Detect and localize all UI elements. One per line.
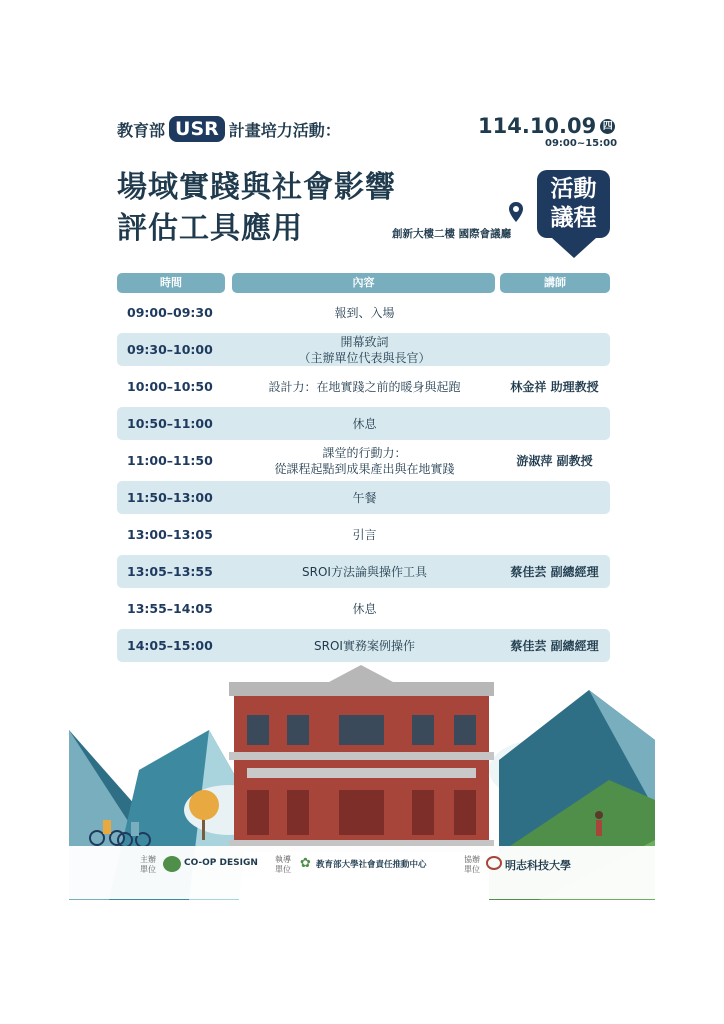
row-time: 11:00–11:50 — [127, 453, 213, 468]
row-speaker — [502, 407, 607, 440]
row-content — [232, 481, 497, 514]
column-header-time: 時間 — [117, 273, 225, 293]
usr-center-logo-icon: ✿ — [300, 856, 311, 871]
agenda-row — [117, 296, 610, 329]
pretitle-ministry: 教育部 — [117, 120, 166, 140]
executor-label — [275, 855, 291, 875]
row-content-line: （主辦單位代表與長官） — [298, 350, 431, 365]
row-content — [232, 296, 497, 329]
row-content-line: 開幕致詞 — [340, 334, 389, 349]
agenda-row — [117, 629, 610, 662]
row-content-line: 設計力：在地實踐之前的暖身與起跑 — [268, 379, 461, 394]
building-pediment — [329, 665, 393, 682]
co-organizer-label — [464, 855, 480, 875]
row-time: 09:00–09:30 — [127, 305, 213, 320]
row-time: 11:50–13:00 — [127, 490, 213, 505]
event-title-line1: 場域實踐與社會影響 — [117, 170, 396, 205]
row-time: 13:05–13:55 — [127, 564, 213, 579]
row-speaker — [502, 518, 607, 551]
row-speaker: 蔡佳芸 副總經理 — [510, 565, 599, 579]
balcony-rail — [247, 768, 476, 778]
event-time: 09:00~15:00 — [545, 138, 618, 149]
agenda-badge-line1: 活動 — [550, 176, 597, 202]
row-content — [232, 592, 497, 625]
event-pretitle — [117, 116, 341, 142]
row-content-line: 從課程起點到成果產出與在地實踐 — [274, 461, 455, 476]
organizer-name: CO-OP DESIGN — [184, 858, 258, 868]
agenda-badge — [537, 170, 610, 238]
column-header-speaker: 講師 — [500, 273, 610, 293]
usr-badge: USR — [169, 116, 225, 142]
row-time: 14:05–15:00 — [127, 638, 213, 653]
row-content-line: SROI實務案例操作 — [314, 638, 415, 653]
building-cornice — [229, 682, 494, 696]
row-content — [232, 444, 497, 477]
event-location: 創新大樓二樓 國際會議廳 — [392, 228, 512, 240]
agenda-badge-arrow — [552, 238, 596, 258]
agenda-row — [117, 555, 610, 588]
coop-design-logo-icon — [163, 856, 181, 872]
agenda-row — [117, 592, 610, 625]
executor-label-line: 執導 — [275, 855, 291, 864]
row-content-line: SROI方法論與操作工具 — [302, 564, 427, 579]
agenda-row — [117, 518, 610, 551]
building-mid-band — [229, 752, 494, 760]
event-title-line2: 評估工具應用 — [117, 211, 303, 246]
row-content-line: 課堂的行動力： — [322, 445, 407, 460]
row-speaker — [502, 481, 607, 514]
cyclist — [103, 820, 111, 834]
agenda-badge-line2: 議程 — [550, 205, 597, 231]
agenda-row — [117, 481, 610, 514]
row-time: 13:00–13:05 — [127, 527, 213, 542]
co-label-line: 單位 — [464, 865, 480, 874]
row-time: 10:00–10:50 — [127, 379, 213, 394]
agenda-row — [117, 407, 610, 440]
co-label-line: 協辦 — [464, 855, 480, 864]
pretitle-program: 計畫培力活動： — [228, 120, 341, 140]
co-organizer-name: 明志科技大學 — [505, 859, 571, 872]
agenda-row — [117, 370, 610, 403]
mcut-logo-icon — [486, 856, 502, 870]
organizer-label-line: 主辦 — [140, 855, 156, 864]
agenda-row — [117, 333, 610, 366]
row-content — [232, 518, 497, 551]
organizer-label — [140, 855, 156, 875]
row-speaker: 林金祥 助理教授 — [510, 380, 599, 394]
column-header-content: 內容 — [232, 273, 495, 293]
tree-crown — [189, 790, 219, 820]
organizer-label-line: 單位 — [140, 865, 156, 874]
row-speaker — [502, 296, 607, 329]
row-content-line: 休息 — [352, 416, 377, 431]
row-content-line: 休息 — [352, 601, 377, 616]
row-time: 09:30–10:00 — [127, 342, 213, 357]
row-content-line: 引言 — [352, 527, 377, 542]
event-date — [478, 114, 615, 138]
row-content — [232, 333, 497, 366]
executor-label-line: 單位 — [275, 865, 291, 874]
row-speaker: 蔡佳芸 副總經理 — [510, 639, 599, 653]
row-time: 10:50–11:00 — [127, 416, 213, 431]
row-speaker: 游淑萍 副教授 — [516, 454, 593, 468]
executor-name: 教育部大學社會責任推動中心 — [316, 860, 427, 870]
date-value: 114.10.09 — [478, 114, 597, 138]
row-time: 13:55–14:05 — [127, 601, 213, 616]
row-content — [232, 629, 497, 662]
row-content — [232, 555, 497, 588]
day-of-week-badge: 四 — [600, 119, 615, 134]
row-content — [232, 370, 497, 403]
location-pin-icon — [508, 201, 524, 223]
row-content-line: 午餐 — [352, 490, 377, 505]
agenda-row — [117, 444, 610, 477]
row-content-line: 報到、入場 — [334, 305, 395, 320]
row-speaker — [502, 333, 607, 366]
row-content — [232, 407, 497, 440]
walking-person — [596, 820, 602, 836]
row-speaker — [502, 592, 607, 625]
